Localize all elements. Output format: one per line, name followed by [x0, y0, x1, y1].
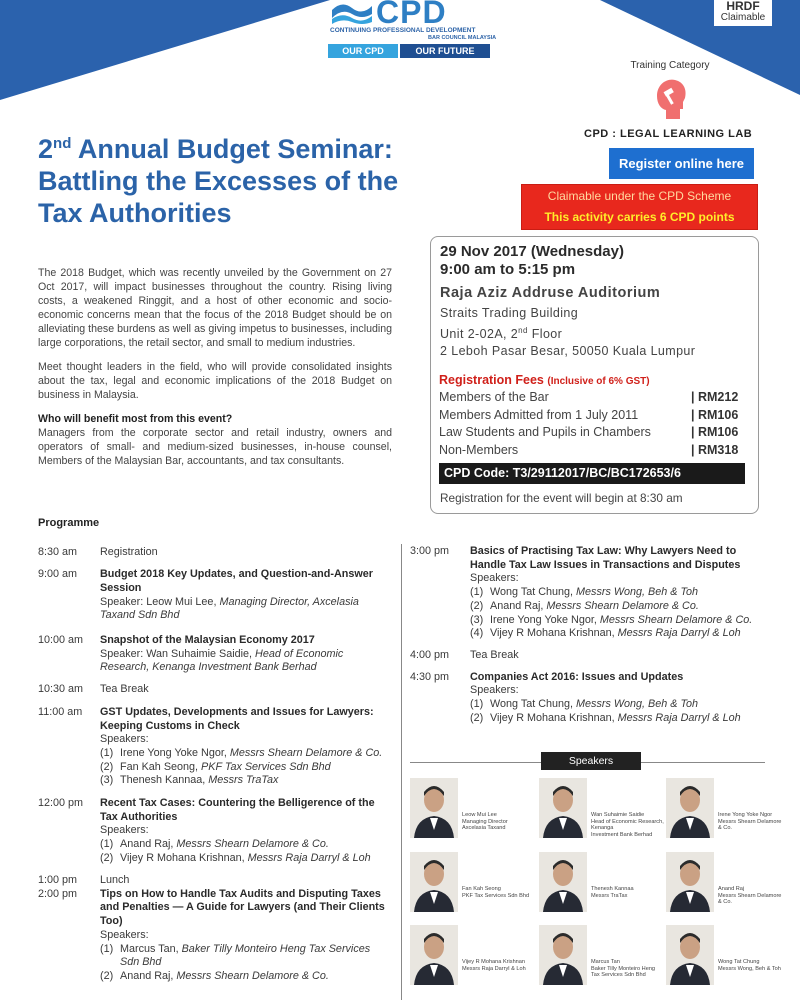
category-name: CPD : LEGAL LEARNING LAB: [584, 128, 753, 140]
fee-row: [439, 424, 749, 442]
session-speaker: [470, 614, 765, 628]
speaker-caption-name: Wong Tat Chung: [718, 959, 760, 965]
speaker-caption-name: Leow Mui Lee: [462, 812, 497, 818]
programme-plain: Registration: [100, 546, 158, 558]
header-corner-left: [0, 0, 330, 100]
session-title: GST Updates, Developments and Issues for Lawyers: Keeping Customs in Check: [100, 705, 374, 732]
speaker-org: Messrs Shearn Delamore & Co.: [546, 599, 699, 612]
session-speaker: [100, 774, 390, 788]
speaker-role: Managing Director, Axcelasia Taxand Sdn Bhd: [100, 595, 359, 622]
programme-item: [410, 649, 765, 663]
speaker-number: (1): [100, 942, 114, 955]
programme-item: [38, 706, 390, 788]
speaker-card: [410, 778, 530, 838]
speaker-photo: [410, 925, 458, 985]
speaker-number: (2): [470, 599, 484, 612]
hrdf-badge: [714, 0, 772, 26]
programme-plain: Tea Break: [470, 648, 519, 661]
programme-item: [38, 683, 390, 697]
speaker-caption-name: Irene Yong Yoke Ngor: [718, 812, 773, 818]
speaker-number: (1): [100, 838, 114, 851]
register-online-button[interactable]: Register online here: [609, 148, 754, 179]
speaker-org: Messrs Wong, Beh & Toh: [576, 698, 699, 711]
speaker-caption: [462, 886, 540, 899]
cpd-logo-text: CPD: [376, 0, 447, 30]
page-title: 2nd Annual Budget Seminar: Battling the Excesses of the Tax Authorities: [38, 134, 399, 228]
programme-right-column: [410, 545, 765, 725]
audience-question: Who will benefit most from this event?: [38, 413, 233, 425]
programme-time: 10:00 am: [38, 634, 84, 647]
programme-item: [38, 888, 390, 984]
programme-body: [100, 683, 390, 697]
speaker-number: (3): [470, 613, 484, 626]
speaker-org: Messrs Shearn Delamore & Co.: [229, 746, 383, 759]
speaker-number: (1): [470, 586, 484, 599]
speaker-org: Messrs Shearn Delamore & Co.: [176, 969, 329, 982]
session-speaker: [100, 943, 390, 970]
programme-body: [100, 546, 390, 560]
session-speaker: [100, 648, 390, 675]
speaker-name: Anand Raj,: [120, 969, 177, 982]
programme-heading: Programme: [38, 517, 100, 529]
session-speaker: [470, 600, 765, 614]
speaker-name: Anand Raj,: [120, 838, 177, 851]
speaker-card: [666, 925, 786, 985]
programme-time: 10:30 am: [38, 683, 84, 696]
speaker-label: Speaker:: [100, 647, 147, 660]
speakers-label: Speakers:: [100, 733, 149, 746]
hrdf-logo: HRDF: [726, 0, 760, 13]
speaker-detail: [120, 970, 329, 984]
programme-plain: Lunch: [100, 874, 130, 887]
fee-category: Law Students and Pupils in Chambers: [439, 425, 651, 440]
speaker-name: Irene Yong Yoke Ngor,: [490, 613, 600, 626]
session-speaker: [100, 852, 390, 866]
session-title: Budget 2018 Key Updates, and Question-and-Answer Session: [100, 568, 373, 594]
speaker-name: Anand Raj,: [490, 599, 547, 612]
speaker-caption-org: & Co.: [718, 825, 732, 832]
programme-body: [100, 634, 390, 675]
session-title: Tips on How to Handle Tax Audits and Disputing Taxes and Penalties — A Guide for Lawyers (and Their Clients Too): [100, 887, 385, 928]
programme-time: 8:30 am: [38, 546, 78, 558]
speaker-org: Messrs TraTax: [208, 774, 279, 787]
claim-scheme-text: Claimable under the CPD Scheme: [547, 189, 732, 203]
programme-time: 4:30 pm: [410, 670, 450, 683]
speaker-caption: [718, 812, 796, 832]
column-divider: [401, 544, 402, 1000]
event-details-box: [430, 236, 759, 514]
registration-note: Registration for the event will begin at 8:30 am: [440, 491, 683, 505]
fee-amount: | RM212: [691, 390, 739, 404]
speaker-photo: [410, 852, 458, 912]
programme-item: [38, 546, 390, 560]
speaker-org: PKF Tax Services Sdn Bhd: [201, 760, 331, 773]
fee-category: Non-Members: [439, 443, 519, 458]
speaker-card: [666, 778, 786, 838]
speaker-number: (2): [100, 969, 114, 982]
programme-body: [100, 888, 390, 984]
fee-amount: | RM318: [691, 443, 739, 458]
programme-item: [410, 671, 765, 726]
fee-category: Members Admitted from 1 July 2011: [439, 407, 639, 422]
speaker-caption-role: Baker Tilly Monteiro Heng: [591, 965, 656, 972]
speaker-name: Fan Kah Seong,: [120, 760, 202, 773]
programme-time: 1:00 pm: [38, 874, 78, 887]
speaker-photo: [539, 852, 587, 912]
speaker-photo: [666, 852, 714, 912]
programme-item: [38, 874, 390, 888]
speaker-photo: [666, 778, 714, 838]
speaker-name: Wong Tat Chung,: [490, 586, 577, 599]
fees-table: [439, 389, 749, 460]
speaker-caption-org: & Co.: [718, 899, 732, 906]
event-address: Straits Trading Building Unit 2-02A, 2nd Floor 2 Leboh Pasar Besar, 50050 Kuala Lumpur: [440, 306, 696, 359]
speaker-org: Baker Tilly Monteiro Heng Tax Services Sdn Bhd: [120, 942, 371, 969]
speaker-org: Messrs Wong, Beh & Toh: [576, 586, 699, 599]
speaker-number: (1): [470, 698, 484, 711]
speaker-caption: [462, 812, 540, 832]
session-speaker: [100, 747, 390, 761]
programme-body: [470, 671, 765, 726]
speaker-photo: [410, 778, 458, 838]
session-speaker: [100, 761, 390, 775]
speaker-card: [539, 852, 659, 912]
speakers-label: Speakers:: [100, 824, 149, 837]
speaker-card: [539, 778, 664, 838]
speaker-detail: [120, 774, 278, 788]
speaker-org: Messrs Raja Darryl & Loh: [617, 711, 741, 724]
speaker-name: Leow Mui Lee,: [146, 595, 220, 608]
speaker-detail: [120, 838, 329, 852]
speaker-name: Vijey R Mohana Krishnan,: [490, 627, 618, 640]
speaker-caption-name: Thenesh Kannaa: [591, 886, 634, 892]
cpd-logo-subtitle: CONTINUING PROFESSIONAL DEVELOPMENT: [330, 27, 476, 34]
programme-body: [100, 874, 390, 888]
speaker-name: Wong Tat Chung,: [490, 698, 577, 711]
speaker-detail: [490, 600, 699, 614]
programme-time: 4:00 pm: [410, 648, 450, 661]
speaker-number: (2): [100, 760, 114, 773]
speaker-photo: [666, 925, 714, 985]
event-time: 9:00 am to 5:15 pm: [440, 261, 576, 278]
speakers-label: Speakers:: [470, 684, 519, 697]
programme-time: 2:00 pm: [38, 887, 78, 900]
cpd-code: CPD Code: T3/29112017/BC/BC172653/6: [439, 463, 745, 484]
speaker-label: Speaker:: [100, 595, 147, 608]
speaker-caption-role: Messrs Raja Darryl & Loh: [462, 965, 526, 972]
session-speaker: [100, 970, 390, 984]
speaker-card: [539, 925, 659, 985]
programme-item: [38, 568, 390, 623]
session-speaker: [470, 586, 765, 600]
speaker-number: (3): [100, 774, 114, 787]
description-paragraph: The 2018 Budget, which was recently unveiled by the Government on 27 Oct 2017, will impact businesses throughout the country. Rising living costs, a weakened Ringgit, and a host of other economic and socio-economic concerns mean that the focus of the 2018 Budget should be on alleviating these burdens as well as giving impetus to businesses, including large corporations, the retail sector, and small to medium industries.: [38, 267, 392, 349]
speaker-number: (1): [100, 746, 114, 759]
speaker-org: Messrs Raja Darryl & Loh: [617, 627, 741, 640]
fee-category: Members of the Bar: [439, 390, 549, 404]
session-speaker: [470, 712, 765, 726]
slogan-left: OUR CPD: [328, 44, 398, 58]
cpd-logo: [328, 0, 497, 60]
fee-amount: | RM106: [691, 425, 739, 440]
speakers-label: Speakers:: [470, 572, 519, 585]
speaker-caption: [718, 886, 796, 906]
speaker-caption: [591, 886, 669, 899]
speakers-label: Speakers:: [100, 928, 149, 941]
speaker-org: Messrs Shearn Delamore & Co.: [176, 838, 329, 851]
hrdf-claimable-label: Claimable: [720, 12, 766, 23]
wave-icon: [332, 0, 372, 26]
programme-plain: Tea Break: [100, 683, 149, 696]
speaker-caption-role: PKF Tax Services Sdn Bhd: [462, 892, 530, 899]
speaker-caption: [462, 959, 540, 972]
speaker-caption: [591, 812, 669, 838]
session-title: Recent Tax Cases: Countering the Belligerence of the Tax Authorities: [100, 797, 375, 823]
session-speaker: [470, 627, 765, 641]
fee-row: [439, 407, 749, 425]
session-speaker: [100, 838, 390, 852]
speaker-detail: [120, 747, 382, 761]
description-paragraph: Meet thought leaders in the field, who will provide consolidated insights about the tax, legal and economic implications of the 2018 Budget on business in Malaysia.: [38, 361, 392, 401]
speaker-caption: [591, 959, 669, 979]
session-title: Snapshot of the Malaysian Economy 2017: [100, 634, 315, 647]
speaker-detail: [490, 586, 698, 600]
cpd-slogan-bar: [328, 44, 490, 58]
fee-row: [439, 389, 749, 407]
speaker-number: (4): [470, 627, 484, 640]
speaker-caption-role: Messrs TraTax: [591, 892, 628, 899]
programme-time: 9:00 am: [38, 568, 78, 581]
speaker-caption-name: Fan Kah Seong: [462, 886, 501, 892]
event-description: [38, 266, 392, 478]
speaker-name: Thenesh Kannaa,: [120, 774, 209, 787]
speaker-name: Vijey R Mohana Krishnan,: [120, 851, 248, 864]
programme-item: [38, 634, 390, 675]
speaker-name: Vijey R Mohana Krishnan,: [490, 711, 618, 724]
speaker-caption-name: Anand Raj: [718, 886, 745, 892]
speaker-detail: [120, 852, 371, 866]
speaker-caption: [718, 959, 796, 972]
speaker-name: Marcus Tan,: [120, 942, 182, 955]
speaker-card: [410, 852, 530, 912]
programme-time: 12:00 pm: [38, 797, 84, 810]
programme-body: [470, 649, 765, 663]
programme-time: 3:00 pm: [410, 545, 450, 557]
training-category-label: Training Category: [630, 60, 710, 71]
fee-row: [439, 442, 749, 460]
speaker-caption-name: Marcus Tan: [591, 959, 620, 965]
speakers-heading: Speakers: [541, 752, 641, 770]
gavel-head-icon: [653, 78, 689, 122]
speaker-detail: [490, 712, 741, 726]
programme-body: [100, 568, 390, 623]
speaker-caption-org: Investment Bank Berhad: [591, 831, 653, 838]
event-date: 29 Nov 2017 (Wednesday): [440, 243, 624, 260]
event-venue: Raja Aziz Addruse Auditorium: [440, 285, 661, 301]
speaker-role: Head of Economic Research, Kenanga Investment Bank Berhad: [100, 647, 344, 674]
speaker-caption-org: Tax Services Sdn Bhd: [591, 972, 646, 979]
speaker-org: Messrs Shearn Delamore & Co.: [599, 613, 753, 626]
speaker-detail: [120, 943, 390, 970]
speaker-card: [410, 925, 530, 985]
programme-time: 11:00 am: [38, 705, 83, 718]
programme-body: [100, 797, 390, 866]
speaker-detail: [120, 761, 331, 775]
speaker-caption-org: Axcelasia Taxand: [462, 825, 506, 832]
speaker-detail: [490, 627, 741, 641]
programme-body: [470, 545, 765, 641]
cpd-logo-org: BAR COUNCIL MALAYSIA: [428, 35, 497, 41]
speaker-caption-role: Messrs Wong, Beh & Toh: [718, 965, 781, 972]
speaker-number: (2): [100, 851, 114, 864]
audience-paragraph: Managers from the corporate sector and retail industry, owners and operators of small- and medium-sized businesses, in-house counsel, Members of the Malaysian Bar, accountants, and tax consultants.: [38, 427, 392, 467]
fee-amount: | RM106: [691, 407, 739, 422]
speaker-photo: [539, 778, 587, 838]
speaker-name: Wan Suhaimie Saidie,: [146, 647, 256, 660]
cpd-claim-box: [521, 184, 758, 230]
slogan-right: OUR FUTURE: [400, 44, 490, 58]
session-title: Basics of Practising Tax Law: Why Lawyers Need to Handle Tax Law Issues in Transactions and Disputes: [470, 545, 741, 571]
programme-left-column: [38, 546, 390, 984]
session-speaker: [470, 698, 765, 712]
speaker-caption-name: Wan Suhaimie Saidie: [591, 812, 645, 818]
speaker-name: Irene Yong Yoke Ngor,: [120, 746, 230, 759]
claim-points-text: This activity carries 6 CPD points: [544, 210, 735, 224]
speaker-caption-role: Managing Director: [462, 818, 508, 825]
session-speaker: [100, 596, 390, 623]
speaker-caption-role: Head of Economic Research, Kenanga: [591, 818, 664, 832]
speaker-caption-name: Vijey R Mohana Krishnan: [462, 959, 526, 965]
speaker-detail: [490, 698, 698, 712]
speaker-org: Messrs Raja Darryl & Loh: [247, 851, 371, 864]
programme-item: [410, 545, 765, 641]
speaker-detail: [490, 614, 752, 628]
speaker-photo: [539, 925, 587, 985]
speaker-number: (2): [470, 711, 484, 724]
speaker-card: [666, 852, 786, 912]
speaker-caption-role: Messrs Shearn Delamore: [718, 818, 782, 825]
programme-item: [38, 797, 390, 866]
programme-body: [100, 706, 390, 788]
fees-heading: Registration Fees (Inclusive of 6% GST): [439, 373, 650, 387]
speaker-caption-role: Messrs Shearn Delamore: [718, 892, 782, 899]
session-title: Companies Act 2016: Issues and Updates: [470, 670, 684, 683]
